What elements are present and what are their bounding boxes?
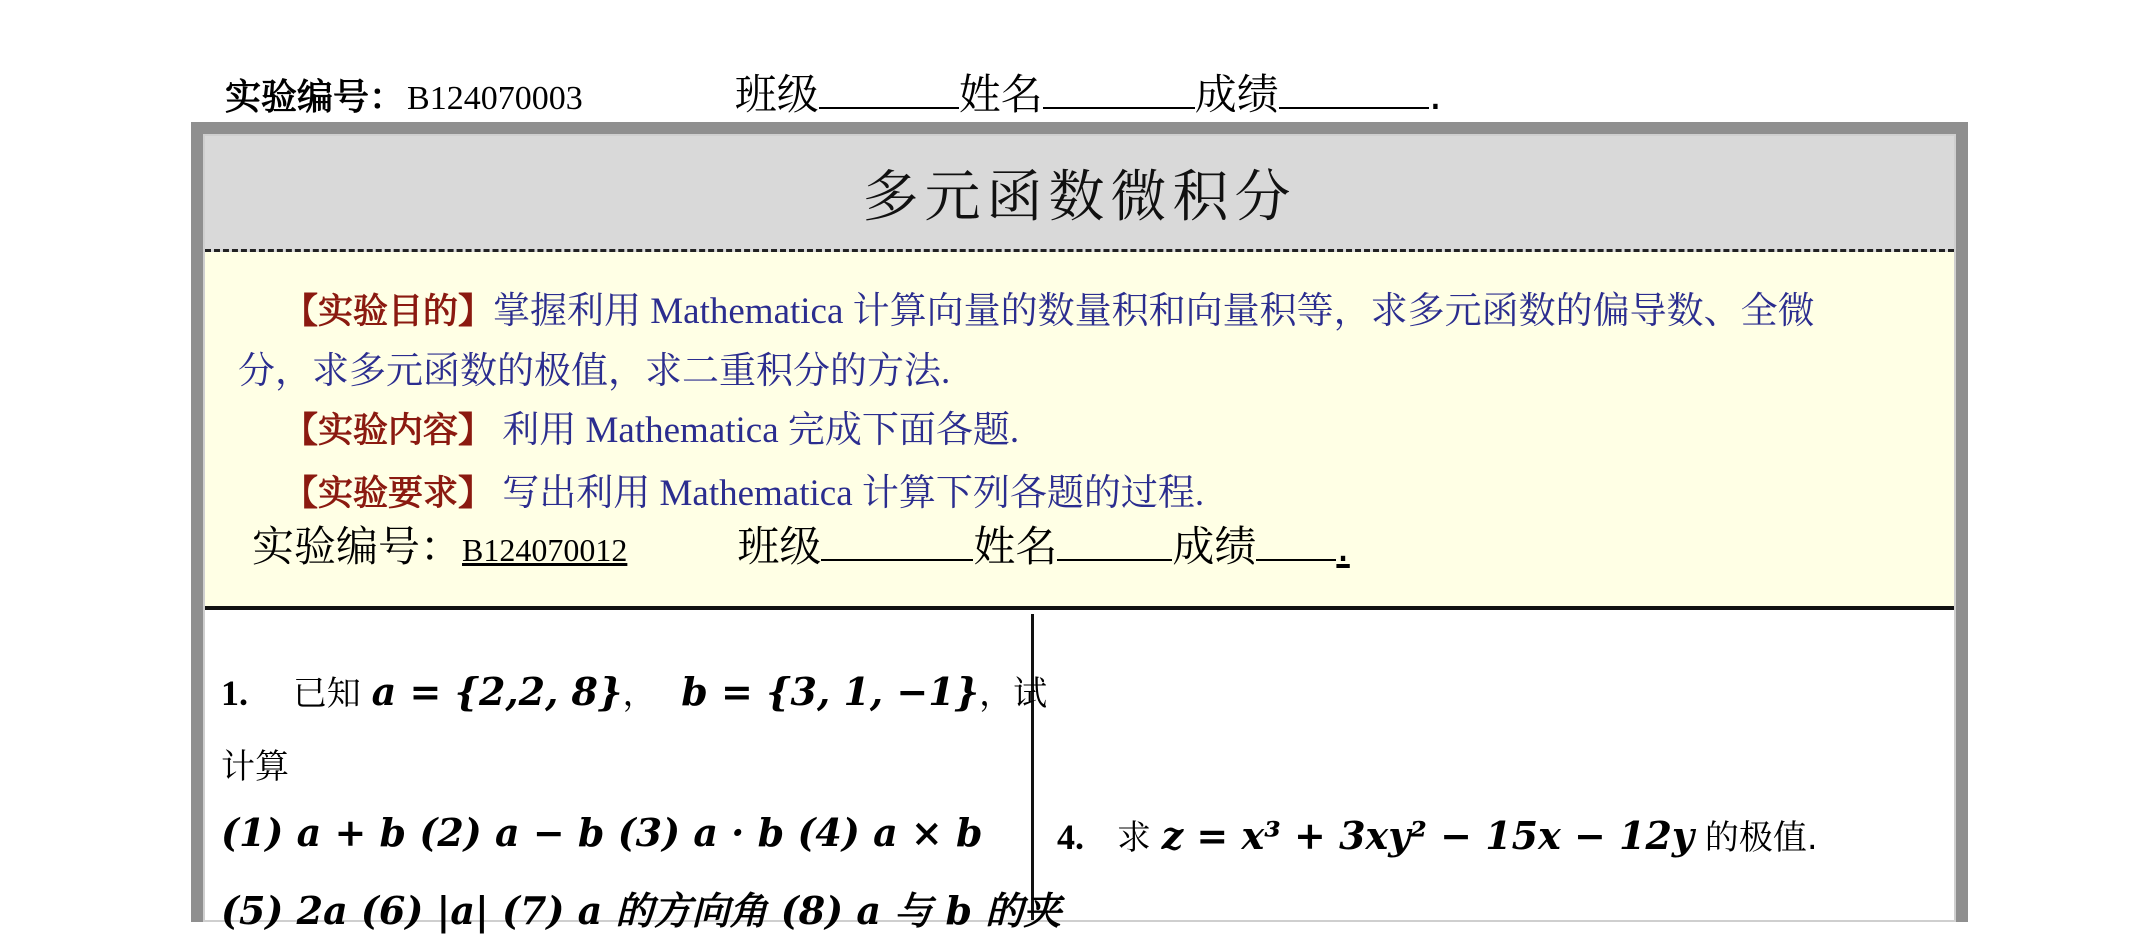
column-divider [1031, 614, 1034, 920]
intro-class-label: 班级 [737, 522, 822, 571]
q1-line-3 [221, 810, 983, 855]
worksheet-title: 多元函数微积分 [862, 164, 1297, 230]
problem-table [205, 614, 1954, 933]
q1-line-4 [221, 880, 1061, 935]
q1-a-def: a = {2,2, 8} [371, 669, 623, 714]
intro-exp-line [252, 514, 1350, 574]
purpose-line-2 [238, 340, 950, 394]
period: . [1428, 70, 1443, 119]
worksheet-frame [191, 122, 1968, 933]
name-blank[interactable] [1043, 67, 1195, 109]
student-info [735, 62, 1442, 122]
intro-name-blank[interactable] [1057, 519, 1172, 561]
intro-score-blank[interactable] [1256, 519, 1336, 561]
q1-known: 已知 [292, 674, 361, 714]
exp-number-label: 实验编号： [225, 77, 406, 118]
q4-seek: 求 [1116, 818, 1151, 858]
purpose-text-1: 掌握利用 Mathematica 计算向量的数量积和向量积等，求多元函数的偏导数、全微 [493, 291, 1815, 332]
content-text: 利用 Mathematica 完成下面各题. [493, 410, 1020, 451]
name-label: 姓名 [958, 70, 1043, 119]
purpose-text-2: 分，求多元函数的极值，求二重积分的方法. [238, 351, 951, 392]
require-line [283, 462, 1204, 516]
intro-exp-label: 实验编号： [252, 522, 463, 571]
require-label: 【实验要求】 [283, 474, 494, 514]
q1-b-def: b = {3, 1, −1} [681, 669, 980, 714]
intro-score-label: 成绩 [1172, 522, 1257, 571]
content-label: 【实验内容】 [283, 411, 494, 451]
q4-expr: z = x³ + 3xy² − 15x − 12y [1161, 813, 1695, 858]
q1-line-1 [221, 666, 1047, 715]
purpose-line [283, 280, 1815, 334]
worksheet-inner [203, 134, 1956, 933]
intro-name-label: 姓名 [973, 522, 1058, 571]
q1-comma: ， [622, 674, 657, 714]
score-blank[interactable] [1279, 67, 1429, 109]
title-band [205, 136, 1954, 252]
class-blank[interactable] [819, 67, 959, 109]
score-label: 成绩 [1194, 70, 1279, 119]
intro-exp-number: B124070012 [462, 532, 628, 568]
q1-try: ，试 [979, 674, 1048, 714]
class-label: 班级 [734, 70, 819, 119]
intro-class-blank[interactable] [821, 519, 973, 561]
q1-items-2: (5) 2a (6) |a| (7) a 的方向角 (8) a 与 b 的夹 [221, 888, 1062, 933]
intro-period: . [1336, 522, 1350, 571]
q4-suffix: 的极值. [1704, 818, 1818, 858]
require-text: 写出利用 Mathematica 计算下列各题的过程. [493, 473, 1205, 514]
q4-number: 4. [1057, 817, 1084, 857]
q1-line-2 [221, 739, 289, 788]
q4-line [1057, 810, 1818, 859]
exp-number-value: B124070003 [407, 80, 583, 117]
content-line [283, 399, 1019, 453]
header-line [225, 62, 1442, 122]
q1-number: 1. [221, 673, 248, 713]
q1-compute: 计算 [221, 747, 289, 787]
intro-section [205, 252, 1954, 610]
intro-student-info [737, 514, 1349, 574]
q1-items: (1) a + b (2) a − b (3) a · b (4) a × b [221, 810, 983, 855]
purpose-label: 【实验目的】 [283, 292, 494, 332]
